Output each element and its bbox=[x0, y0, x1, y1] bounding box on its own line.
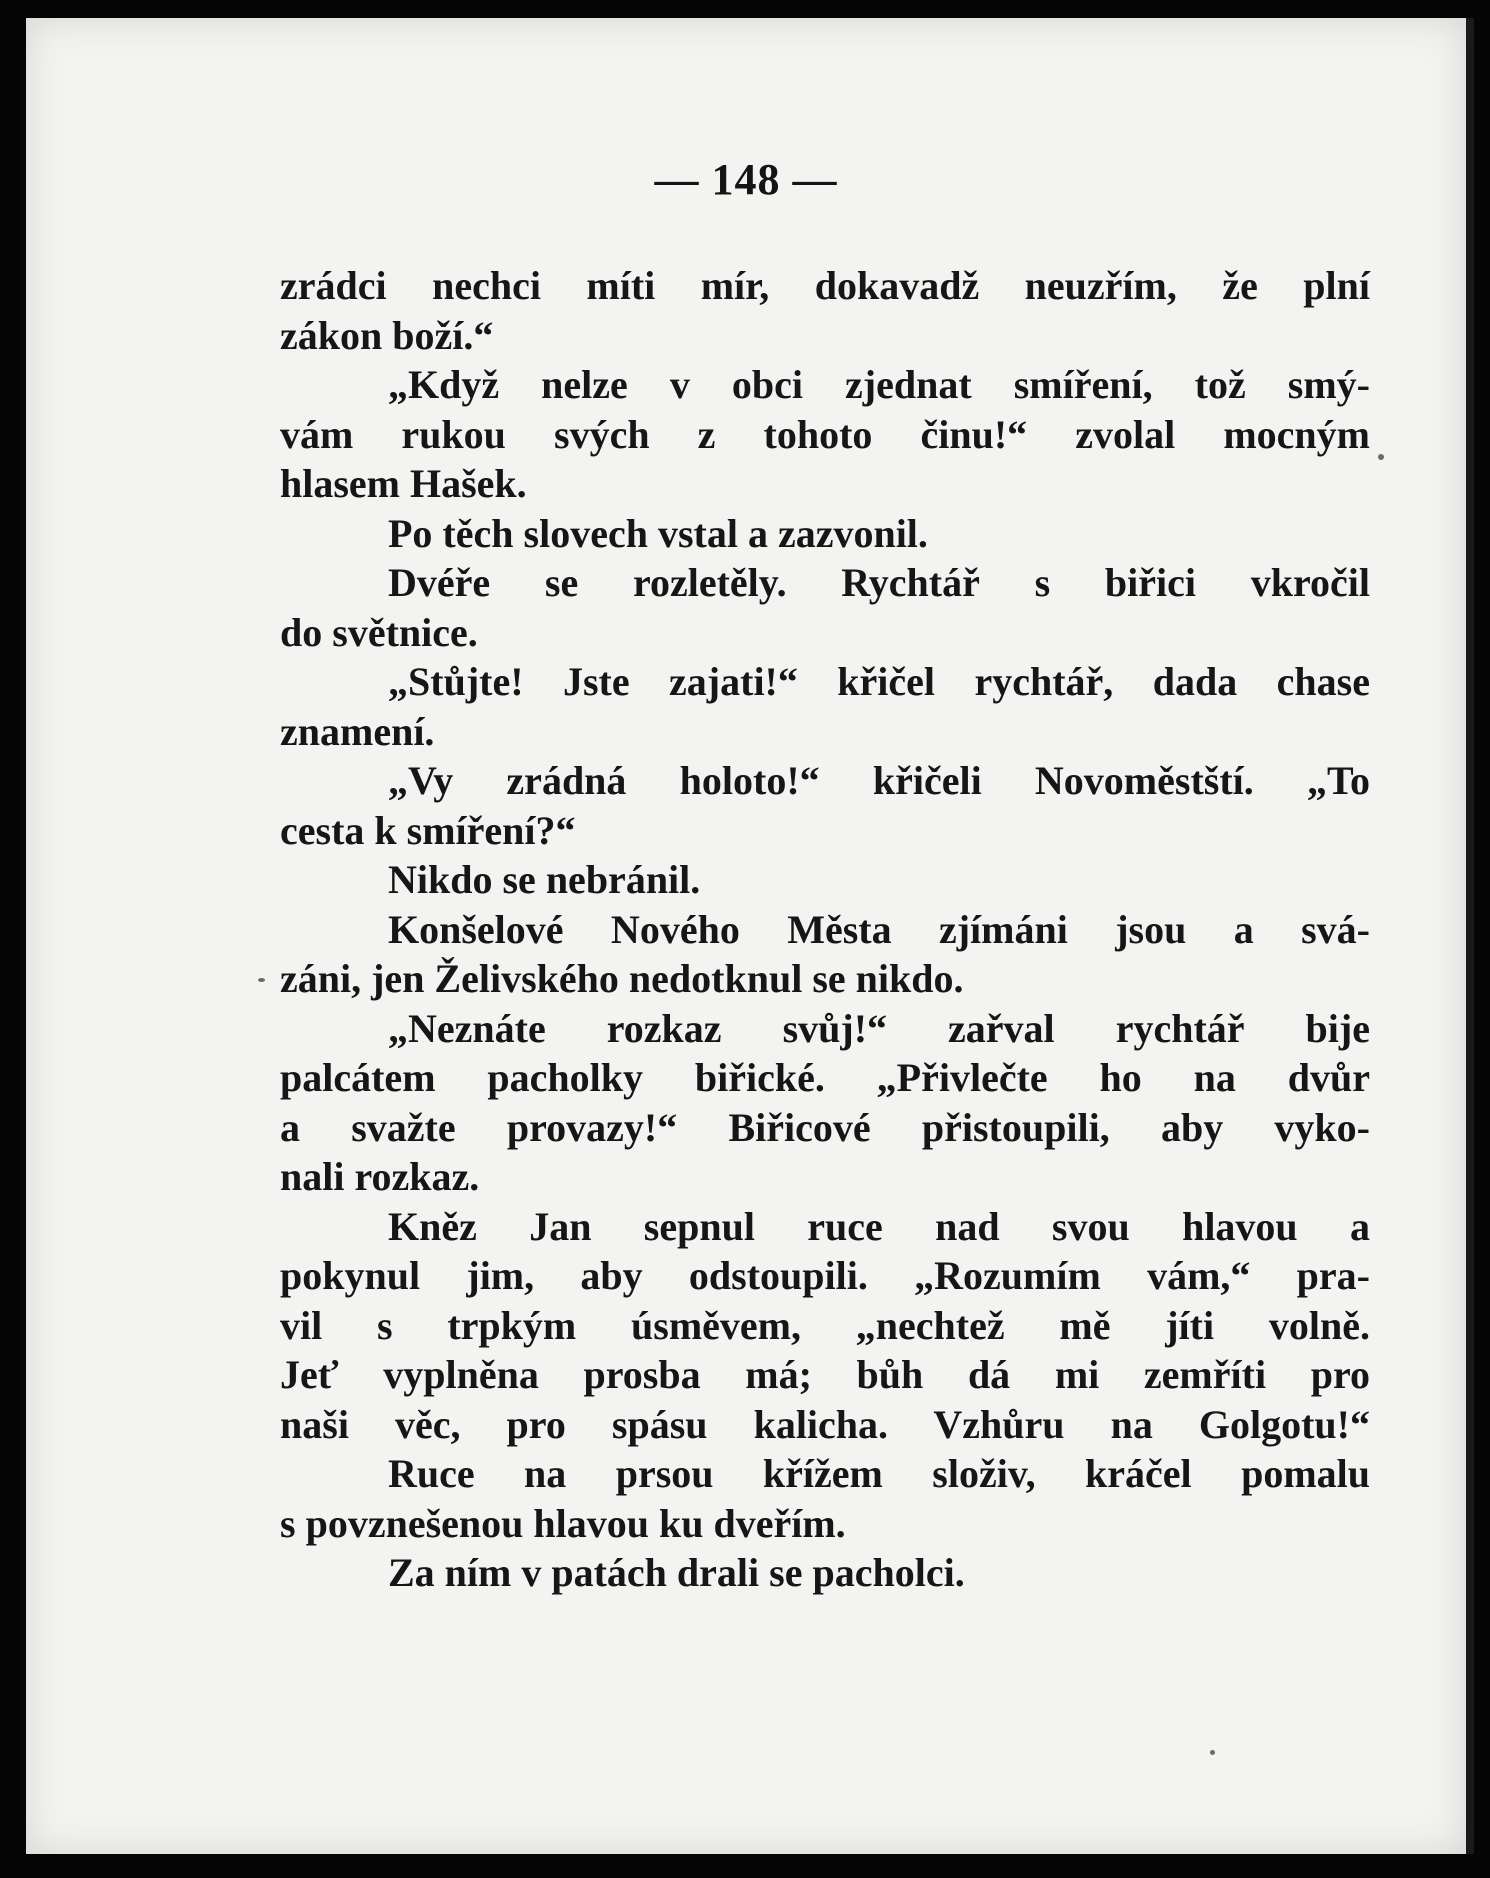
text-line: s povznešenou hlavou ku dveřím. bbox=[280, 1500, 846, 1546]
text-line: Konšelové Nového Města zjímáni jsou a svá- bbox=[388, 906, 1370, 952]
text-line: vil s trpkým úsměvem, „nechtež mě jíti volně. bbox=[280, 1302, 1370, 1348]
text-line: hlasem Hašek. bbox=[280, 461, 527, 506]
text-line: zrádci nechci míti mír, dokavadž neuzřím, že plní bbox=[280, 263, 1370, 308]
text-line: „Stůjte! Jste zajati!“ křičel rychtář, dada chase bbox=[388, 659, 1370, 704]
text-line: Ruce na prsou křížem složiv, kráčel pomalu bbox=[388, 1451, 1370, 1496]
text-line: a svažte provazy!“ Biřicové přistoupili, aby vyko- bbox=[280, 1104, 1370, 1150]
text-line: Za ním v patách drali se pacholci. bbox=[388, 1550, 965, 1595]
text-line: palcátem pacholky biřické. „Přivlečte ho na dvůr bbox=[280, 1055, 1370, 1100]
text-line: Nikdo se nebránil. bbox=[388, 857, 701, 902]
text-line: pokynul jim, aby odstoupili. „Rozumím vám,“ pra- bbox=[280, 1253, 1370, 1298]
text-line: „Když nelze v obci zjednat smíření, tož smý- bbox=[388, 362, 1370, 407]
book-page bbox=[26, 18, 1466, 1854]
text-line: znamení. bbox=[280, 708, 435, 754]
text-line: Dvéře se rozletěly. Rychtář s biřici vkročil bbox=[388, 560, 1370, 605]
text-line: zákon boží.“ bbox=[280, 312, 494, 358]
paper-speck bbox=[1378, 454, 1384, 460]
text-line: Kněz Jan sepnul ruce nad svou hlavou a bbox=[388, 1203, 1370, 1249]
page-edge-shadow bbox=[1466, 18, 1474, 1854]
text-line: „Vy zrádná holoto!“ křičeli Novoměstští. „To bbox=[388, 758, 1370, 803]
text-line: Jeť vyplněna prosba má; bůh dá mi zemříti pro bbox=[280, 1352, 1370, 1397]
body-text bbox=[280, 261, 1370, 1598]
text-line: záni, jen Želivského nedotknul se nikdo. bbox=[280, 956, 964, 1001]
paper-speck bbox=[258, 978, 265, 982]
paper-speck bbox=[1210, 1750, 1215, 1755]
text-line: vám rukou svých z tohoto činu!“ zvolal mocným bbox=[280, 411, 1370, 457]
page-number: — 148 — bbox=[654, 155, 838, 204]
text-line: cesta k smíření?“ bbox=[280, 807, 576, 853]
text-line: „Neznáte rozkaz svůj!“ zařval rychtář bije bbox=[388, 1005, 1370, 1051]
text-line: do světnice. bbox=[280, 609, 478, 655]
text-line: nali rozkaz. bbox=[280, 1154, 480, 1199]
text-line: Po těch slovech vstal a zazvonil. bbox=[388, 510, 928, 556]
text-line: naši věc, pro spásu kalicha. Vzhůru na Golgotu!“ bbox=[280, 1401, 1370, 1447]
